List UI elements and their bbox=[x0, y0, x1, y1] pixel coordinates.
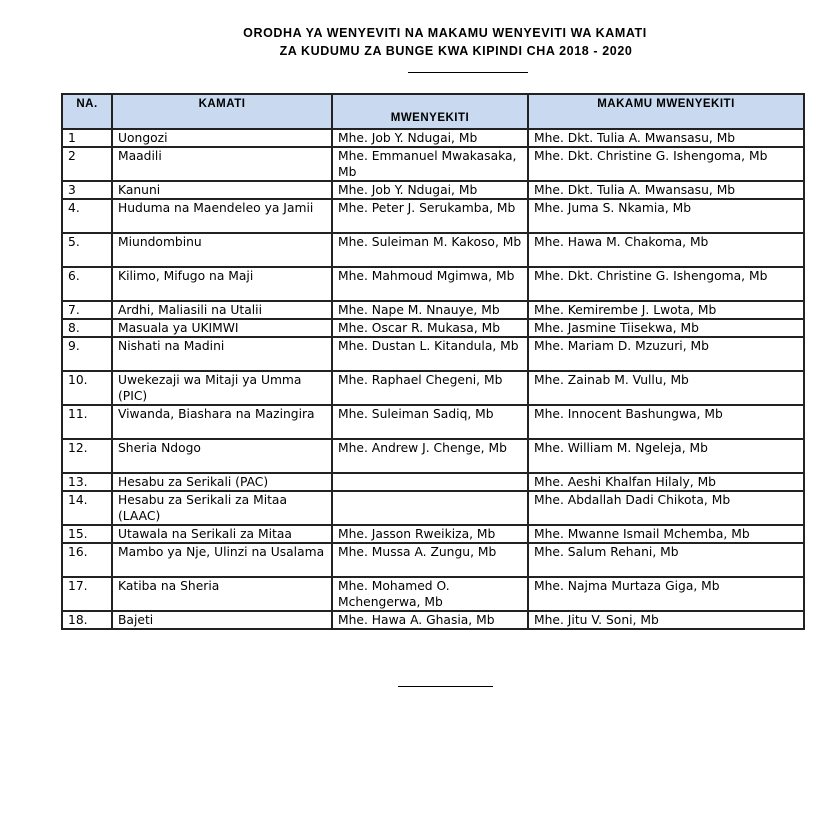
document-title-line-1: ORODHA YA WENYEVITI NA MAKAMU WENYEVITI WA KAMATI bbox=[243, 26, 647, 40]
table-body bbox=[62, 129, 804, 629]
table-row bbox=[62, 439, 804, 473]
cell-na: 3 bbox=[62, 181, 112, 199]
table-row bbox=[62, 577, 804, 611]
cell-mwenyekiti: Mhe. Jasson Rweikiza, Mb bbox=[332, 525, 528, 543]
cell-makamu-mwenyekiti: Mhe. William M. Ngeleja, Mb bbox=[528, 439, 804, 473]
cell-makamu-mwenyekiti: Mhe. Hawa M. Chakoma, Mb bbox=[528, 233, 804, 267]
cell-makamu-mwenyekiti: Mhe. Zainab M. Vullu, Mb bbox=[528, 371, 804, 405]
cell-mwenyekiti: Mhe. Hawa A. Ghasia, Mb bbox=[332, 611, 528, 629]
table-row bbox=[62, 337, 804, 371]
cell-na: 7. bbox=[62, 301, 112, 319]
cell-na: 11. bbox=[62, 405, 112, 439]
table-row bbox=[62, 267, 804, 301]
table-row bbox=[62, 199, 804, 233]
cell-makamu-mwenyekiti: Mhe. Mwanne Ismail Mchemba, Mb bbox=[528, 525, 804, 543]
cell-kamati: Ardhi, Maliasili na Utalii bbox=[112, 301, 332, 319]
header-na: NA. bbox=[62, 94, 112, 129]
cell-na: 14. bbox=[62, 491, 112, 525]
table-row bbox=[62, 491, 804, 525]
cell-na: 12. bbox=[62, 439, 112, 473]
cell-na: 16. bbox=[62, 543, 112, 577]
header-mwenyekiti: MWENYEKITI bbox=[332, 94, 528, 129]
table-row bbox=[62, 405, 804, 439]
cell-makamu-mwenyekiti: Mhe. Aeshi Khalfan Hilaly, Mb bbox=[528, 473, 804, 491]
cell-mwenyekiti: Mhe. Andrew J. Chenge, Mb bbox=[332, 439, 528, 473]
table-row bbox=[62, 371, 804, 405]
cell-makamu-mwenyekiti: Mhe. Mariam D. Mzuzuri, Mb bbox=[528, 337, 804, 371]
cell-mwenyekiti: Mhe. Job Y. Ndugai, Mb bbox=[332, 181, 528, 199]
cell-makamu-mwenyekiti: Mhe. Dkt. Christine G. Ishengoma, Mb bbox=[528, 147, 804, 181]
cell-kamati: Mambo ya Nje, Ulinzi na Usalama bbox=[112, 543, 332, 577]
table-row bbox=[62, 147, 804, 181]
cell-na: 1 bbox=[62, 129, 112, 147]
cell-kamati: Huduma na Maendeleo ya Jamii bbox=[112, 199, 332, 233]
cell-kamati: Uwekezaji wa Mitaji ya Umma (PIC) bbox=[112, 371, 332, 405]
cell-mwenyekiti: Mhe. Emmanuel Mwakasaka, Mb bbox=[332, 147, 528, 181]
cell-kamati: Hesabu za Serikali (PAC) bbox=[112, 473, 332, 491]
cell-kamati: Kilimo, Mifugo na Maji bbox=[112, 267, 332, 301]
cell-mwenyekiti: Mhe. Suleiman M. Kakoso, Mb bbox=[332, 233, 528, 267]
cell-mwenyekiti: Mhe. Suleiman Sadiq, Mb bbox=[332, 405, 528, 439]
table-row bbox=[62, 473, 804, 491]
cell-mwenyekiti: Mhe. Nape M. Nnauye, Mb bbox=[332, 301, 528, 319]
cell-kamati: Katiba na Sheria bbox=[112, 577, 332, 611]
cell-makamu-mwenyekiti: Mhe. Dkt. Tulia A. Mwansasu, Mb bbox=[528, 181, 804, 199]
table-row bbox=[62, 129, 804, 147]
committee-table bbox=[61, 93, 805, 630]
table-row bbox=[62, 301, 804, 319]
cell-makamu-mwenyekiti: Mhe. Juma S. Nkamia, Mb bbox=[528, 199, 804, 233]
cell-kamati: Nishati na Madini bbox=[112, 337, 332, 371]
cell-kamati: Utawala na Serikali za Mitaa bbox=[112, 525, 332, 543]
cell-makamu-mwenyekiti: Mhe. Dkt. Tulia A. Mwansasu, Mb bbox=[528, 129, 804, 147]
cell-mwenyekiti bbox=[332, 491, 528, 525]
cell-kamati: Masuala ya UKIMWI bbox=[112, 319, 332, 337]
table-row bbox=[62, 525, 804, 543]
table-row bbox=[62, 611, 804, 629]
cell-mwenyekiti: Mhe. Raphael Chegeni, Mb bbox=[332, 371, 528, 405]
table-row bbox=[62, 181, 804, 199]
cell-kamati: Maadili bbox=[112, 147, 332, 181]
cell-na: 8. bbox=[62, 319, 112, 337]
cell-mwenyekiti: Mhe. Job Y. Ndugai, Mb bbox=[332, 129, 528, 147]
table-row bbox=[62, 543, 804, 577]
table-row bbox=[62, 233, 804, 267]
cell-na: 15. bbox=[62, 525, 112, 543]
header-makamu-mwenyekiti: MAKAMU MWENYEKITI bbox=[528, 94, 804, 129]
cell-na: 2 bbox=[62, 147, 112, 181]
cell-na: 18. bbox=[62, 611, 112, 629]
cell-kamati: Sheria Ndogo bbox=[112, 439, 332, 473]
cell-makamu-mwenyekiti: Mhe. Dkt. Christine G. Ishengoma, Mb bbox=[528, 267, 804, 301]
cell-makamu-mwenyekiti: Mhe. Abdallah Dadi Chikota, Mb bbox=[528, 491, 804, 525]
cell-mwenyekiti bbox=[332, 473, 528, 491]
cell-kamati: Uongozi bbox=[112, 129, 332, 147]
cell-mwenyekiti: Mhe. Mohamed O. Mchengerwa, Mb bbox=[332, 577, 528, 611]
cell-makamu-mwenyekiti: Mhe. Kemirembe J. Lwota, Mb bbox=[528, 301, 804, 319]
cell-kamati: Hesabu za Serikali za Mitaa (LAAC) bbox=[112, 491, 332, 525]
cell-makamu-mwenyekiti: Mhe. Salum Rehani, Mb bbox=[528, 543, 804, 577]
cell-na: 9. bbox=[62, 337, 112, 371]
end-rule bbox=[398, 686, 493, 687]
title-underline-rule bbox=[408, 72, 528, 73]
table-row bbox=[62, 319, 804, 337]
table-header bbox=[62, 94, 804, 129]
header-kamati: KAMATI bbox=[112, 94, 332, 129]
document-title-line-2: ZA KUDUMU ZA BUNGE KWA KIPINDI CHA 2018 - 2020 bbox=[279, 44, 633, 58]
cell-makamu-mwenyekiti: Mhe. Jasmine Tiisekwa, Mb bbox=[528, 319, 804, 337]
cell-makamu-mwenyekiti: Mhe. Najma Murtaza Giga, Mb bbox=[528, 577, 804, 611]
cell-mwenyekiti: Mhe. Peter J. Serukamba, Mb bbox=[332, 199, 528, 233]
cell-na: 5. bbox=[62, 233, 112, 267]
cell-kamati: Viwanda, Biashara na Mazingira bbox=[112, 405, 332, 439]
cell-na: 17. bbox=[62, 577, 112, 611]
cell-na: 10. bbox=[62, 371, 112, 405]
cell-mwenyekiti: Mhe. Mahmoud Mgimwa, Mb bbox=[332, 267, 528, 301]
cell-mwenyekiti: Mhe. Oscar R. Mukasa, Mb bbox=[332, 319, 528, 337]
cell-na: 13. bbox=[62, 473, 112, 491]
cell-mwenyekiti: Mhe. Dustan L. Kitandula, Mb bbox=[332, 337, 528, 371]
cell-na: 6. bbox=[62, 267, 112, 301]
cell-makamu-mwenyekiti: Mhe. Jitu V. Soni, Mb bbox=[528, 611, 804, 629]
cell-kamati: Kanuni bbox=[112, 181, 332, 199]
cell-na: 4. bbox=[62, 199, 112, 233]
cell-mwenyekiti: Mhe. Mussa A. Zungu, Mb bbox=[332, 543, 528, 577]
cell-makamu-mwenyekiti: Mhe. Innocent Bashungwa, Mb bbox=[528, 405, 804, 439]
cell-kamati: Bajeti bbox=[112, 611, 332, 629]
cell-kamati: Miundombinu bbox=[112, 233, 332, 267]
